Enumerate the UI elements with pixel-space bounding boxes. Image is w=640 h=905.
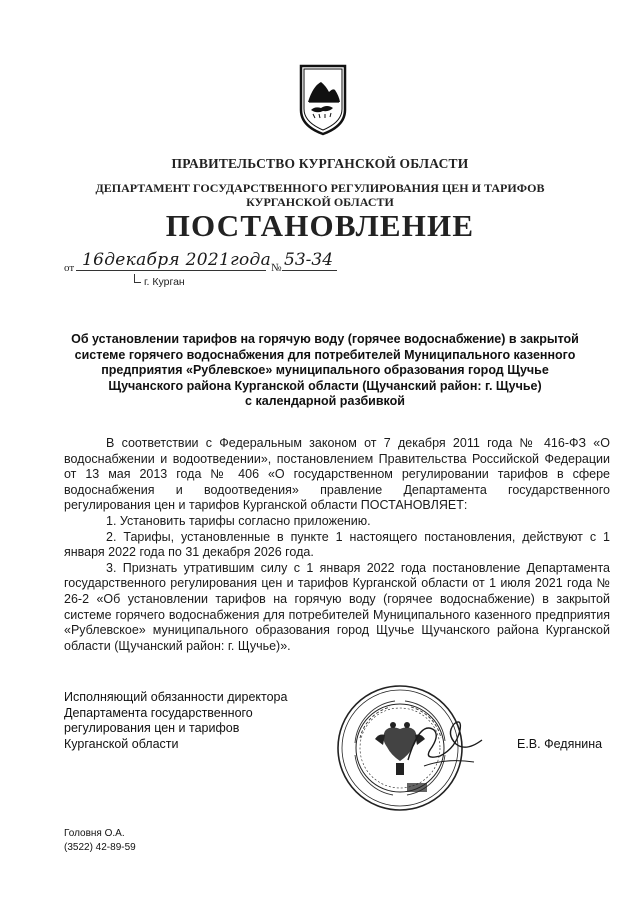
subject-line: Щучанского района Курганской области (Щучанский район: г. Щучье)	[108, 378, 542, 393]
date-underline	[76, 270, 266, 271]
signatory-line: Курганской области	[64, 736, 179, 751]
item-paragraph-1: 1. Установить тарифы согласно приложению.	[106, 513, 371, 528]
handwritten-date: 16декабря 2021года	[82, 250, 272, 270]
item-paragraph-3: 3. Признать утратившим силу с 1 января 2022 года постановление Департамента государственного регулирования цен и тарифов Курганской области от 1 июля 2021 года № 26-2 «Об установлении тарифов на горячую воду (горячее водоснабжение) в закрытой системе горячего водоснабжения для потребителей Муниципального казенного предприятия «Рублевское» муниципального образования город Щучье Щучанского района Курганской области (Щучанский район: г. Щучье)».	[64, 560, 610, 653]
kurgan-coat-of-arms-icon	[299, 64, 347, 136]
city-label: г. Курган	[144, 276, 185, 288]
subject-line: предприятия «Рублевское» муниципального образования город Щучье	[101, 363, 549, 377]
contact-phone: (3522) 42-89-59	[64, 841, 136, 853]
signatory-line: регулирования цен и тарифов	[64, 721, 240, 736]
contact-block	[64, 827, 136, 854]
signatory-line: Департамента государственного	[64, 705, 253, 720]
date-from-label: от	[64, 262, 75, 274]
department-title-line2: КУРГАНСКОЙ ОБЛАСТИ	[246, 195, 394, 209]
subject-line: системе горячего водоснабжения для потребителей Муниципального казенного	[74, 347, 576, 362]
department-title	[0, 181, 640, 209]
government-title: ПРАВИТЕЛЬСТВО КУРГАНСКОЙ ОБЛАСТИ	[171, 156, 469, 171]
signatory-position	[64, 690, 364, 752]
handwritten-signature-icon	[400, 700, 490, 780]
signatory-line: Исполняющий обязанности директора	[64, 690, 288, 704]
date-number-line	[64, 252, 364, 292]
item-paragraph-2: 2. Тарифы, установленные в пункте 1 настоящего постановления, действуют с 1 января 2022 года по 31 декабря 2026 года.	[64, 529, 610, 560]
number-label: №	[271, 262, 282, 274]
preamble-paragraph: В соответствии с Федеральным законом от 7 декабря 2011 года № 416-ФЗ «О водоснабжении и водоотведении», постановлением Правительства Российской Федерации от 13 мая 2013 года № 406 «О государственном регулировании тарифов в сфере водоснабжения и водоотведения» правление Департамента государственного регулирования цен и тарифов Курганской области ПОСТАНОВЛЯЕТ:	[64, 436, 610, 513]
handwritten-number: 53-34	[284, 250, 334, 270]
subject-line: Об установлении тарифов на горячую воду (горячее водоснабжение) в закрытой	[71, 332, 579, 346]
department-title-line1: ДЕПАРТАМЕНТ ГОСУДАРСТВЕННОГО РЕГУЛИРОВАНИЯ ЦЕН И ТАРИФОВ	[95, 181, 545, 195]
number-underline	[282, 270, 337, 271]
document-body	[64, 436, 610, 654]
city-bracket	[134, 274, 141, 283]
document-type-title: ПОСТАНОВЛЕНИЕ	[165, 208, 475, 243]
document-subject	[60, 332, 590, 410]
subject-line: с календарной разбивкой	[245, 394, 405, 408]
signatory-name: Е.В. Федянина	[517, 737, 603, 751]
contact-person: Головня О.А.	[64, 828, 125, 839]
